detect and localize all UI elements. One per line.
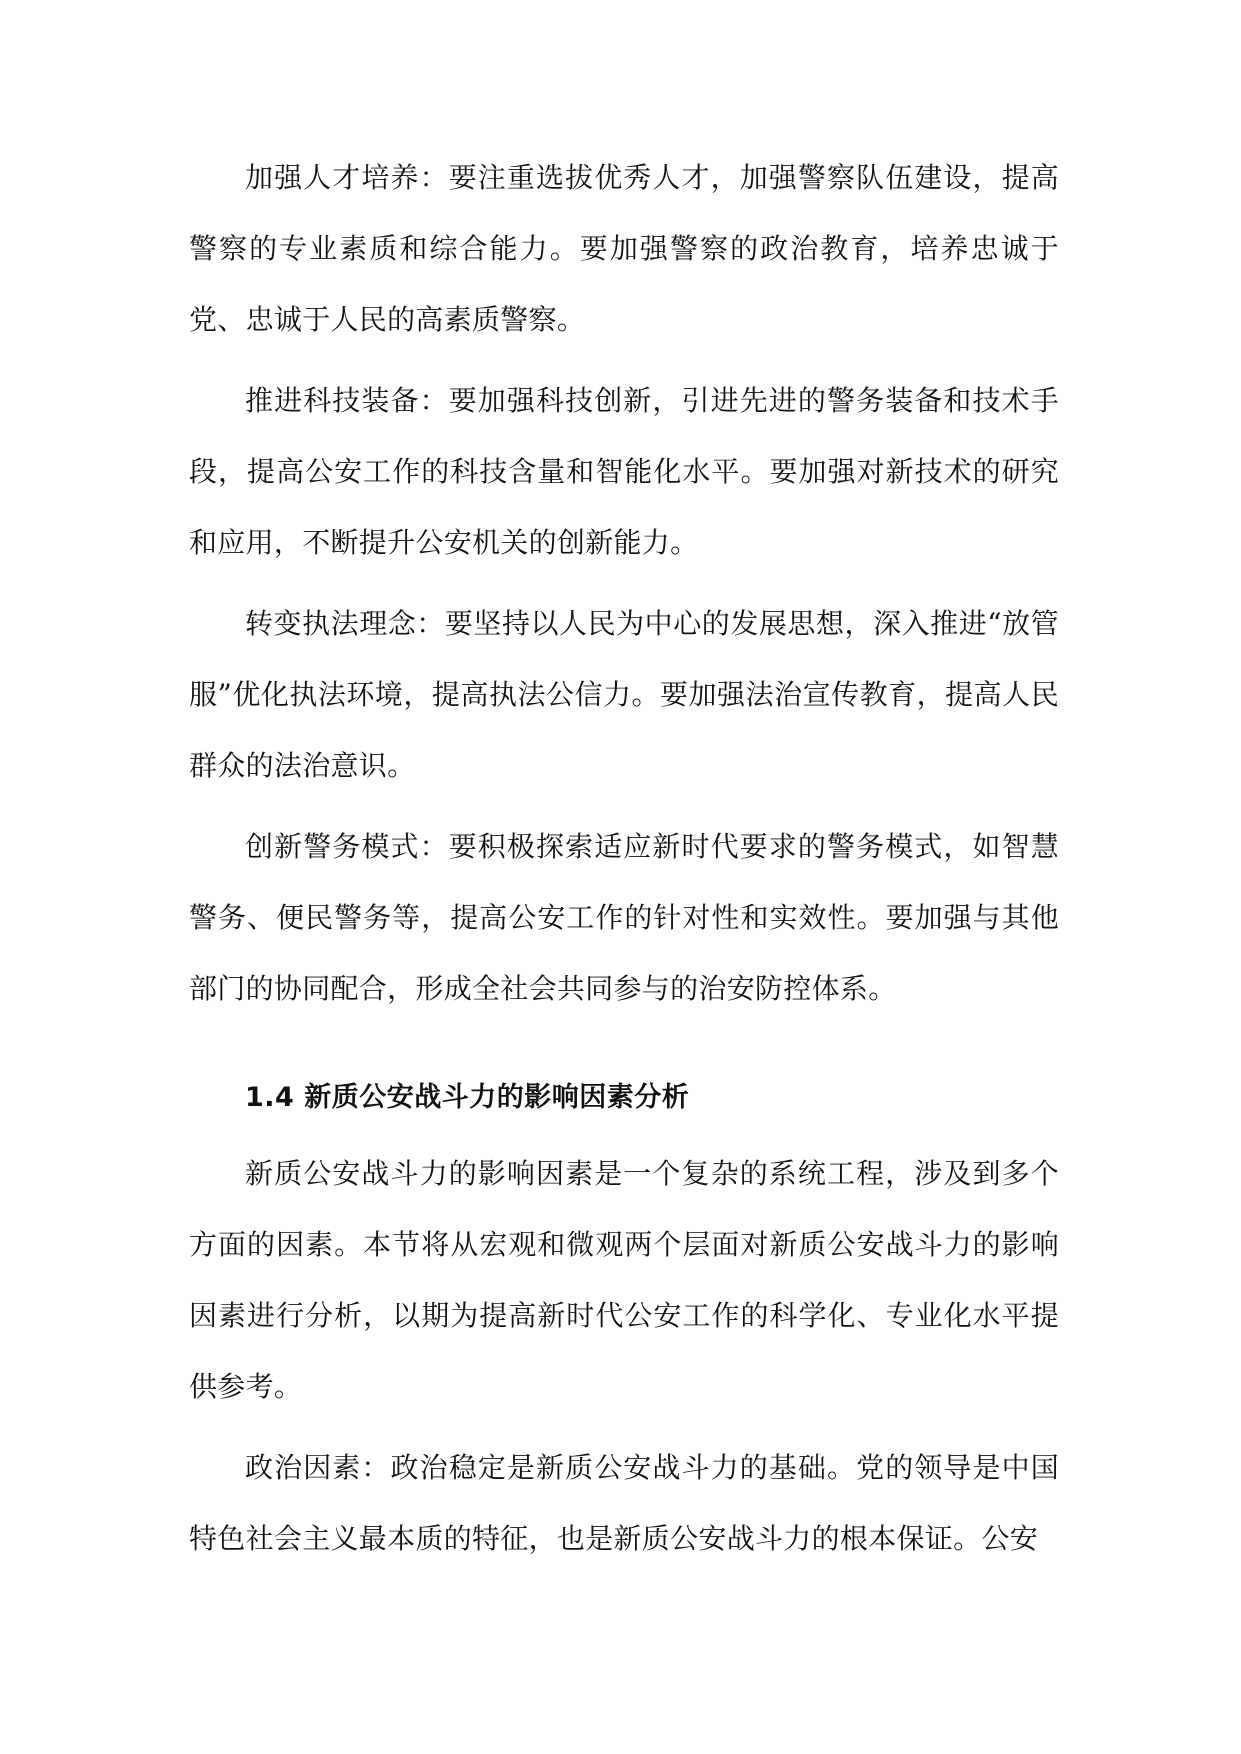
section-heading: 1.4 新质公安战斗力的影响因素分析	[245, 1082, 690, 1113]
paragraph-influencing-factors-intro: 新质公安战斗力的影响因素是一个复杂的系统工程，涉及到多个方面的因素。本节将从宏观和微观两个层面对新质公安战斗力的影响因素进行分析，以期为提高新时代公安工作的科学化、专业化水平提供参考。	[189, 1157, 1059, 1403]
paragraph-political-factors: 政治因素：政治稳定是新质公安战斗力的基础。党的领导是中国特色社会主义最本质的特征，也是新质公安战斗力的根本保证。公安	[189, 1451, 1059, 1555]
paragraph-tech-equipment: 推进科技装备：要加强科技创新，引进先进的警务装备和技术手段，提高公安工作的科技含量和智能化水平。要加强对新技术的研究和应用，不断提升公安机关的创新能力。	[189, 384, 1059, 559]
paragraph-law-enforcement-concept: 转变执法理念：要坚持以人民为中心的发展思想，深入推进“放管服”优化执法环境，提高执法公信力。要加强法治宣传教育，提高人民群众的法治意识。	[189, 607, 1059, 782]
paragraph-talent-training: 加强人才培养：要注重选拔优秀人才，加强警察队伍建设，提高警察的专业素质和综合能力。要加强警察的政治教育，培养忠诚于党、忠诚于人民的高素质警察。	[189, 161, 1059, 336]
paragraph-policing-model: 创新警务模式：要积极探索适应新时代要求的警务模式，如智慧警务、便民警务等，提高公安工作的针对性和实效性。要加强与其他部门的协同配合，形成全社会共同参与的治安防控体系。	[189, 830, 1059, 1005]
